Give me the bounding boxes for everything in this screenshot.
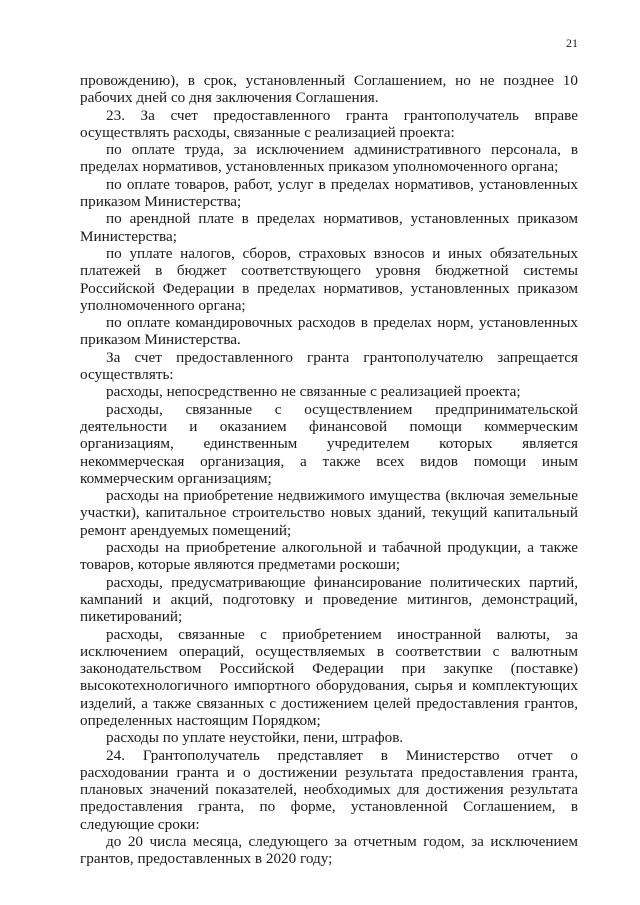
paragraph-23-intro: 23. За счет предоставленного гранта грантополучатель вправе осуществлять расходы, связанные с реализацией проекта: [80, 106, 578, 141]
prohibited-expense-alcohol: расходы на приобретение алкогольной и табачной продукции, а также товаров, которые являются предметами роскоши; [80, 539, 578, 574]
paragraph-continuation: провождению), в срок, установленный Соглашением, но не позднее 10 рабочих дней со дня заключения Соглашения. [80, 72, 578, 107]
allowed-expense-taxes: по уплате налогов, сборов, страховых взносов и иных обязательных платежей в бюджет соответствующего уровня бюджетной системы Российской Федерации в пределах нормативов, установленных приказом уполномоченного органа; [80, 244, 578, 314]
prohibited-expense-business: расходы, связанные с осуществлением предпринимательской деятельности и оказанием финансовой помощи коммерческим организациям, единственным учредителем которых является некоммерческая организация, а также всех видов помощи иным коммерческим организациям; [80, 400, 578, 487]
prohibited-expense-penalties: расходы по уплате неустойки, пени, штрафов. [106, 729, 404, 747]
page-number: 21 [566, 36, 578, 50]
prohibited-expense-political: расходы, предусматривающие финансирование политических партий, кампаний и акций, подготовку и проведение митингов, демонстраций, пикетирований; [80, 573, 578, 626]
prohibited-expense-currency: расходы, связанные с приобретением иностранной валюты, за исключением операций, осуществляемых в соответствии с валютным законодательством Российской Федерации при закупке (поставке) высокотехнологичного импортного оборудования, сырья и комплектующих изделий, а также связанных с достижением целей предоставления грантов, определенных настоящим Порядком; [80, 625, 578, 729]
allowed-expense-travel: по оплате командировочных расходов в пределах норм, установленных приказом Министерства. [80, 314, 578, 349]
prohibited-expenses-intro: За счет предоставленного гранта грантополучателю запрещается осуществлять: [80, 348, 578, 384]
report-deadline-annual: до 20 числа месяца, следующего за отчетным годом, за исключением грантов, предоставленных в 2020 году; [80, 833, 578, 868]
allowed-expense-rent: по арендной плате в пределах нормативов, установленных приказом Министерства; [80, 210, 578, 245]
prohibited-expense-unrelated: расходы, непосредственно не связанные с реализацией проекта; [106, 383, 521, 401]
paragraph-24-report: 24. Грантополучатель представляет в Министерство отчет о расходовании гранта и о достижении результата предоставления гранта, плановых значений показателей, необходимых для достижения результата предоставления гранта, по форме, установленной Соглашением, в следующие сроки: [80, 746, 578, 833]
allowed-expense-goods: по оплате товаров, работ, услуг в пределах нормативов, установленных приказом Министерства; [80, 175, 578, 211]
allowed-expense-labor: по оплате труда, за исключением административного персонала, в пределах нормативов, установленных приказом уполномоченного органа; [80, 141, 578, 176]
prohibited-expense-real-estate: расходы на приобретение недвижимого имущества (включая земельные участки), капитальное строительство новых зданий, текущий капитальный ремонт арендуемых помещений; [80, 487, 578, 539]
document-body [80, 72, 578, 868]
